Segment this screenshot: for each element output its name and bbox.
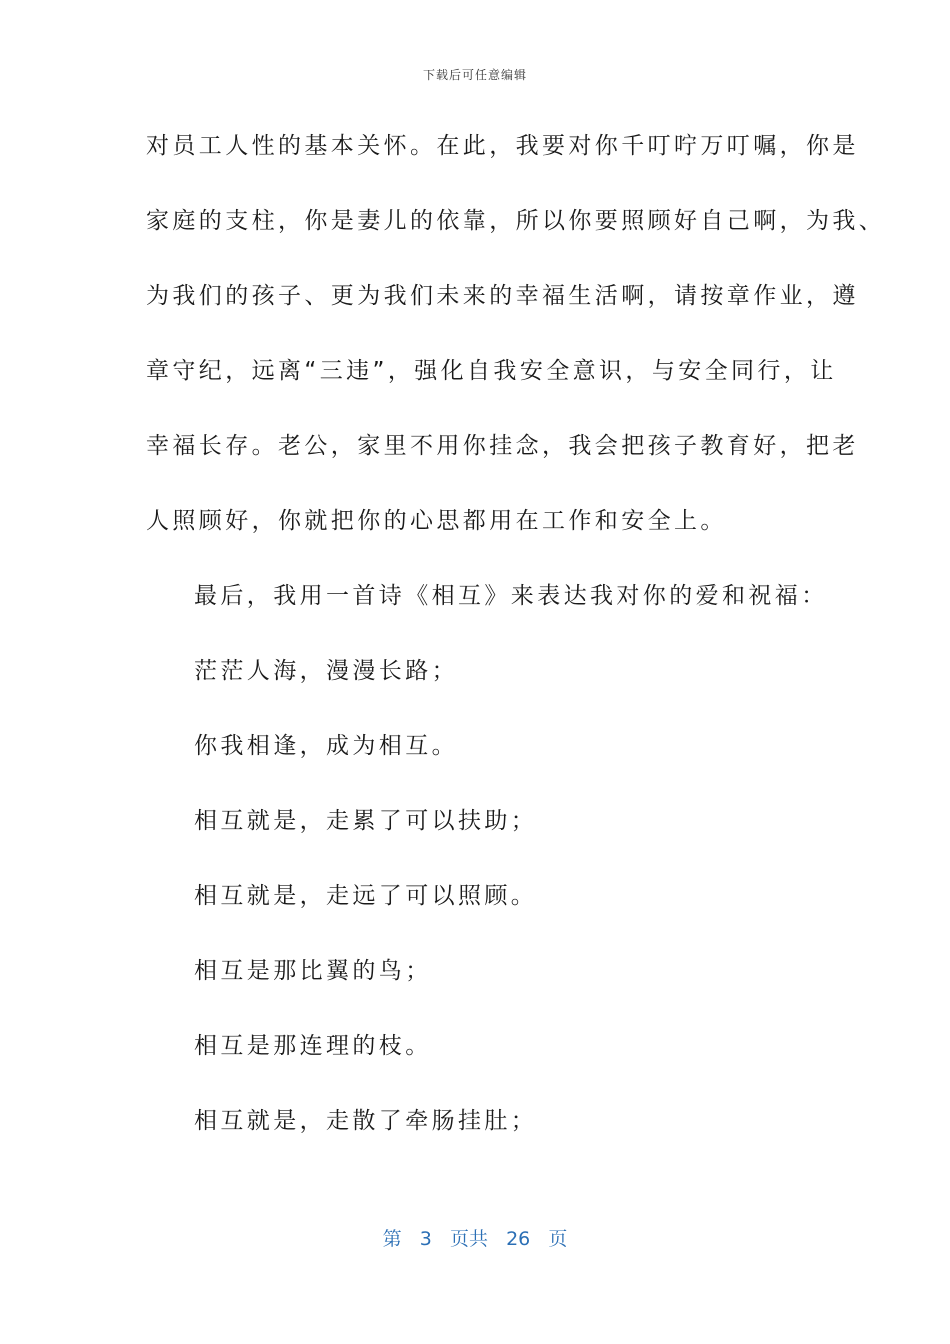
poem-line: 相互就是，走累了可以扶助； xyxy=(194,808,538,834)
header-note: 下载后可任意编辑 xyxy=(422,68,527,82)
page-middle: 页共 xyxy=(449,1228,488,1250)
poem-line: 相互是那比翼的鸟； xyxy=(194,958,432,984)
paragraph-line: 最后，我用一首诗《相互》来表达我对你的爱和祝福： xyxy=(194,583,828,609)
paragraph-line: 人照顾好，你就把你的心思都用在工作和安全上。 xyxy=(146,508,727,534)
poem-line: 你我相逢，成为相互。 xyxy=(194,733,458,759)
poem-line: 相互就是，走远了可以照顾。 xyxy=(194,883,538,909)
poem-line: 相互就是，走散了牵肠挂肚； xyxy=(194,1108,538,1134)
poem-line: 茫茫人海，漫漫长路； xyxy=(194,658,458,684)
page-current: 3 xyxy=(419,1228,432,1250)
poem-line: 相互是那连理的枝。 xyxy=(194,1033,432,1059)
page-suffix: 页 xyxy=(548,1228,568,1250)
paragraph-line: 为我们的孩子、更为我们未来的幸福生活啊，请按章作业，遵 xyxy=(146,283,859,309)
page-total: 26 xyxy=(506,1228,531,1250)
page-number-footer xyxy=(0,1224,950,1251)
document-body xyxy=(146,126,886,1176)
paragraph-line: 家庭的支柱，你是妻儿的依靠，所以你要照顾好自己啊，为我、 xyxy=(146,208,886,234)
paragraph-line: 对员工人性的基本关怀。在此，我要对你千叮咛万叮嘱，你是 xyxy=(146,133,859,159)
paragraph-line: 幸福长存。老公，家里不用你挂念，我会把孩子教育好，把老 xyxy=(146,433,859,459)
paragraph-line: 章守纪，远离“三违”，强化自我安全意识，与安全同行，让 xyxy=(146,358,837,384)
page-prefix: 第 xyxy=(382,1228,402,1250)
